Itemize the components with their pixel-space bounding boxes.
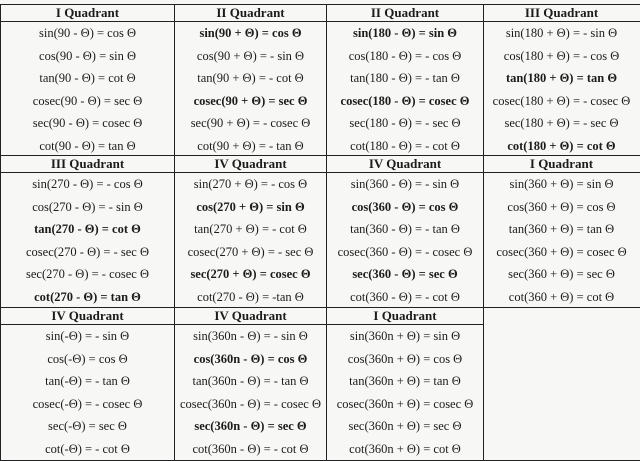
identity-line: cos(180 + Θ) = - cos Θ bbox=[503, 48, 620, 63]
table-2 bbox=[326, 4, 484, 158]
identity-line: sec(270 + Θ) = cosec Θ bbox=[190, 267, 311, 281]
identity-line: sin(90 - Θ) = cos Θ bbox=[39, 26, 136, 40]
identity-line: cot(360n - Θ) = - cot Θ bbox=[192, 441, 309, 456]
table-7 bbox=[483, 155, 640, 309]
identity-line: sec(180 - Θ) = - sec Θ bbox=[349, 116, 461, 130]
identity-line: tan(-Θ) = - tan Θ bbox=[45, 374, 130, 388]
table-8 bbox=[0, 307, 175, 461]
identity-line: tan(270 - Θ) = cot Θ bbox=[34, 222, 141, 236]
identity-line: cosec(90 + Θ) = sec Θ bbox=[193, 93, 308, 108]
identity-line: sec(360 - Θ) = sec Θ bbox=[352, 267, 458, 281]
identity-line: tan(360 + Θ) = tan Θ bbox=[508, 222, 615, 236]
identity-line: sec(90 - Θ) = cosec Θ bbox=[32, 116, 143, 130]
identity-line: sin(360 - Θ) = - sin Θ bbox=[350, 177, 460, 191]
identity-line: cos(360n + Θ) = cos Θ bbox=[347, 351, 463, 366]
identity-line: sin(180 + Θ) = - sin Θ bbox=[505, 26, 618, 40]
identity-line: cosec(180 - Θ) = cosec Θ bbox=[340, 93, 470, 108]
identity-line: cot(270 - Θ) = tan Θ bbox=[34, 289, 141, 304]
quadrant-header: I Quadrant bbox=[484, 156, 640, 173]
identity-line: cos(270 - Θ) = - sin Θ bbox=[32, 199, 143, 214]
identity-line: cos(180 - Θ) = - cos Θ bbox=[348, 48, 462, 63]
identity-line: tan(360n + Θ) = tan Θ bbox=[349, 374, 461, 388]
table-10 bbox=[326, 307, 484, 461]
identity-line: cosec(270 + Θ) = - sec Θ bbox=[187, 244, 314, 259]
identity-line: cot(360 - Θ) = - cot Θ bbox=[350, 289, 460, 304]
identity-line: sin(360n - Θ) = - sin Θ bbox=[193, 329, 308, 343]
identity-line: cosec(-Θ) = - cosec Θ bbox=[32, 396, 143, 411]
quadrant-header: I Quadrant bbox=[1, 5, 174, 22]
identity-line: cot(90 - Θ) = tan Θ bbox=[39, 138, 136, 153]
identity-line: cos(90 + Θ) = - sin Θ bbox=[196, 48, 305, 63]
quadrant-header: III Quadrant bbox=[1, 156, 174, 173]
identity-line: tan(90 + Θ) = - cot Θ bbox=[197, 71, 304, 85]
identity-line: cot(-Θ) = - cot Θ bbox=[45, 441, 130, 456]
identity-line: cot(270 - Θ) = -tan Θ bbox=[197, 289, 304, 304]
table-1 bbox=[174, 4, 328, 158]
identity-line: tan(360 - Θ) = - tan Θ bbox=[350, 222, 460, 236]
identity-line: tan(90 - Θ) = cot Θ bbox=[39, 71, 136, 85]
row-3 bbox=[0, 307, 639, 461]
quadrant-header: IV Quadrant bbox=[327, 156, 483, 173]
quadrant-header: II Quadrant bbox=[175, 5, 327, 22]
identity-line: sec(360n - Θ) = sec Θ bbox=[194, 419, 307, 433]
identity-line: sin(180 - Θ) = sin Θ bbox=[352, 26, 457, 40]
row-1 bbox=[0, 4, 639, 158]
identity-line: cos(360 + Θ) = cos Θ bbox=[507, 199, 616, 214]
identity-line: sin(90 + Θ) = cos Θ bbox=[199, 26, 302, 40]
identity-line: cosec(90 - Θ) = sec Θ bbox=[32, 93, 143, 108]
row-2 bbox=[0, 155, 639, 309]
identity-line: sec(270 - Θ) = - cosec Θ bbox=[26, 267, 149, 281]
identity-line: cot(90 + Θ) = - tan Θ bbox=[197, 138, 304, 153]
identity-line: cosec(180 + Θ) = - cosec Θ bbox=[492, 93, 631, 108]
empty-cell bbox=[483, 307, 640, 461]
identity-line: sec(90 + Θ) = - cosec Θ bbox=[190, 116, 311, 130]
identity-line: cosec(360 - Θ) = - cosec Θ bbox=[337, 244, 473, 259]
identity-line: cos(360n - Θ) = cos Θ bbox=[193, 351, 308, 366]
identity-line: cos(90 - Θ) = sin Θ bbox=[39, 48, 136, 63]
identity-line: tan(360n - Θ) = - tan Θ bbox=[192, 374, 309, 388]
identity-line: cosec(360n + Θ) = cosec Θ bbox=[336, 396, 474, 411]
table-6 bbox=[326, 155, 484, 309]
identity-line: cot(180 - Θ) = - cot Θ bbox=[350, 138, 460, 153]
identity-line: cos(-Θ) = cos Θ bbox=[47, 351, 128, 366]
quadrant-header: II Quadrant bbox=[327, 5, 483, 22]
identity-line: sin(-Θ) = - sin Θ bbox=[45, 329, 130, 343]
identity-line: sec(-Θ) = sec Θ bbox=[48, 419, 127, 433]
table-0 bbox=[0, 4, 175, 158]
quadrant-header: IV Quadrant bbox=[175, 156, 327, 173]
identity-line: tan(180 + Θ) = tan Θ bbox=[505, 71, 618, 85]
identity-line: sec(360n + Θ) = sec Θ bbox=[348, 419, 462, 433]
quadrant-header: IV Quadrant bbox=[175, 308, 327, 325]
table-9 bbox=[174, 307, 328, 461]
table-5 bbox=[174, 155, 328, 309]
identity-line: sec(180 + Θ) = - sec Θ bbox=[504, 116, 619, 130]
identity-line: cot(360 + Θ) = cot Θ bbox=[508, 289, 615, 304]
table-4 bbox=[0, 155, 175, 309]
identity-line: tan(180 - Θ) = - tan Θ bbox=[350, 71, 460, 85]
quadrant-header: IV Quadrant bbox=[1, 308, 174, 325]
identity-line: tan(270 + Θ) = - cot Θ bbox=[194, 222, 307, 236]
identity-line: sec(360 + Θ) = sec Θ bbox=[508, 267, 615, 281]
identity-line: cos(270 + Θ) = sin Θ bbox=[196, 199, 305, 214]
identity-line: cot(180 + Θ) = cot Θ bbox=[507, 138, 616, 153]
table-3 bbox=[483, 4, 640, 158]
quadrant-header: III Quadrant bbox=[484, 5, 640, 22]
identity-line: sin(270 - Θ) = - cos Θ bbox=[32, 177, 143, 191]
identity-line: sin(270 + Θ) = - cos Θ bbox=[193, 177, 308, 191]
identity-line: cosec(360n - Θ) = - cosec Θ bbox=[179, 396, 322, 411]
quadrant-header: I Quadrant bbox=[327, 308, 483, 325]
identity-line: sin(360 + Θ) = sin Θ bbox=[509, 177, 614, 191]
identity-line: cosec(360 + Θ) = cosec Θ bbox=[496, 244, 627, 259]
identity-line: cosec(270 - Θ) = - sec Θ bbox=[26, 244, 149, 259]
identity-line: cos(360 - Θ) = cos Θ bbox=[351, 199, 459, 214]
identity-line: sin(360n + Θ) = sin Θ bbox=[349, 329, 461, 343]
identity-line: cot(360n + Θ) = cot Θ bbox=[349, 441, 461, 456]
